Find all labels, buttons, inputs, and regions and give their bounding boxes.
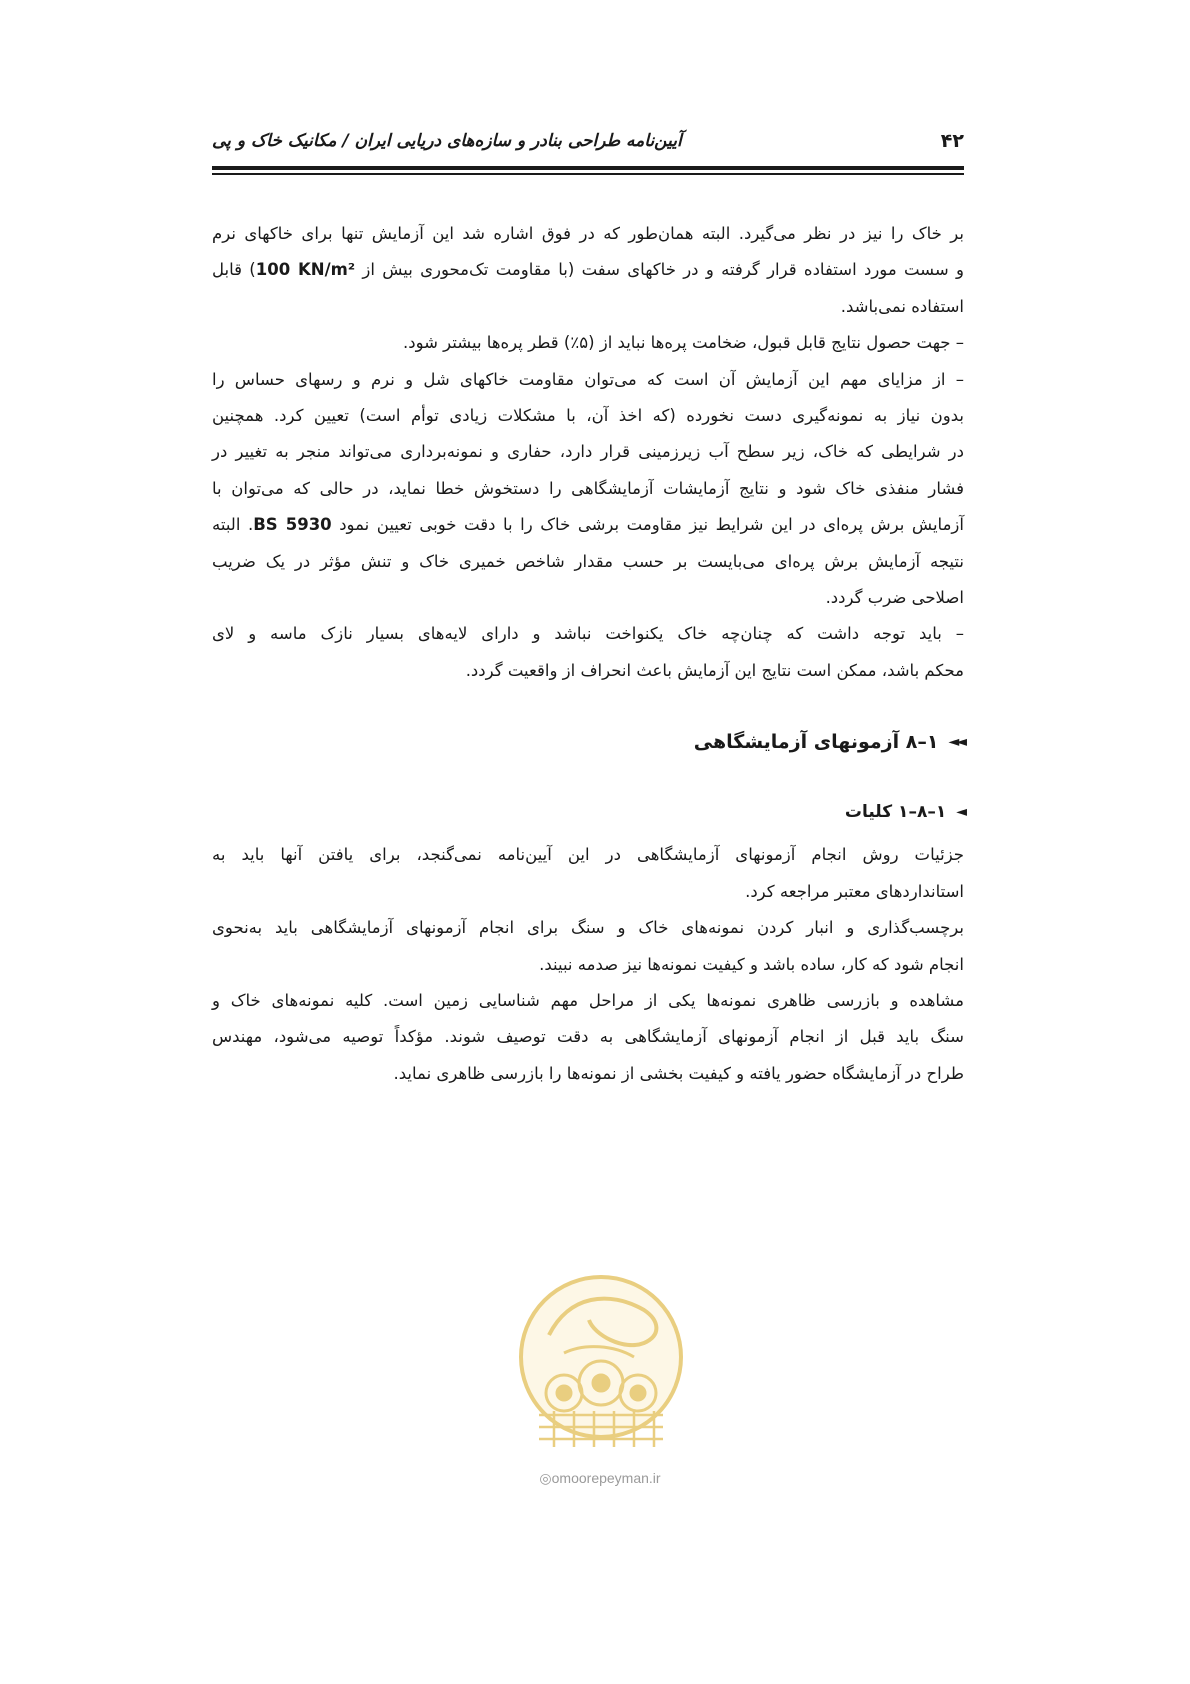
paragraph-line: انجام شود که کار، ساده باشد و کیفیت نمونه‌ها نیز صدمه نبیند. xyxy=(539,954,964,974)
header-rule-thick xyxy=(212,166,964,170)
paragraph-line: بر خاک را نیز در نظر می‌گیرد. البته همان‌طور که در فوق اشاره شد این آزمایش تنها برای خاکهای نرم xyxy=(212,224,964,243)
unit-value: 100 KN/m² xyxy=(255,260,356,280)
paragraph-line: در شرایطی که خاک، زیر سطح آب زیرزمینی قرار دارد، حفاری و نمونه‌برداری می‌تواند منجر به تغییر در xyxy=(212,442,964,462)
paragraph-line: مشاهده و بازرسی ظاهری نمونه‌ها یکی از مراحل مهم شناسایی زمین است. کلیه نمونه‌های خاک و xyxy=(212,990,964,1010)
body-text xyxy=(212,216,964,1092)
paragraph-line: فشار منفذی خاک شود و نتایج آزمایشات آزمایشگاهی را دستخوش خطا نماید، در حالی که می‌توان با xyxy=(212,478,964,498)
bullet-item: – جهت حصول نتایج قابل قبول، ضخامت پره‌ها نباید از (۵٪) قطر پره‌ها بیشتر شود. xyxy=(403,333,964,353)
text-run: و سست مورد استفاده قرار گرفته و در خاکهای سفت (با مقاومت تک‌محوری بیش از xyxy=(355,260,964,280)
watermark-url xyxy=(490,1470,710,1487)
section-heading xyxy=(212,727,964,757)
running-title: آیین‌نامه طراحی بنادر و سازه‌های دریایی ایران / مکانیک خاک و پی xyxy=(212,131,682,151)
text-run: آزمایش برش پره‌ای در این شرایط نیز مقاومت برشی خاک را با دقت خوبی تعیین نمود xyxy=(331,515,964,535)
subsection-heading xyxy=(212,797,964,827)
arrow-icon: ◄ xyxy=(956,804,964,821)
paragraph-line: جزئیات روش انجام آزمونهای آزمایشگاهی در این آیین‌نامه نمی‌گنجد، برای یافتن آنها باید به xyxy=(212,845,964,865)
page-number: ۴۲ xyxy=(940,130,964,152)
double-arrow-icon: ◄◄ xyxy=(948,734,964,751)
section-heading-text: ۱–۸ آزمونهای آزمایشگاهی xyxy=(693,731,939,754)
paragraph-line: اصلاحی ضرب گردد. xyxy=(825,588,964,608)
watermark-logo xyxy=(494,1265,708,1461)
paragraph-line: نتیجه آزمایش برش پره‌ای می‌بایست بر حسب مقدار شاخص خمیری خاک و تنش مؤثر در یک ضریب xyxy=(212,551,964,571)
globe-icon: ◎ xyxy=(539,1470,552,1486)
header-rule-thin xyxy=(212,173,964,175)
text-run: ) قابل xyxy=(212,260,256,280)
subsection-heading-text: ۱–۸–۱ کلیات xyxy=(844,802,947,823)
bullet-item-line: – باید توجه داشت که چنان‌چه خاک یکنواخت نباشد و دارای لایه‌های بسیار نازک ماسه و لای xyxy=(212,624,964,644)
paragraph-line: برچسب‌گذاری و انبار کردن نمونه‌های خاک و سنگ برای انجام آزمونهای آزمایشگاهی باید به‌نحوی xyxy=(212,918,964,938)
running-header xyxy=(212,128,964,154)
paragraph-line xyxy=(212,252,964,288)
text-run: . البته xyxy=(212,515,254,535)
paragraph-line: سنگ باید قبل از انجام آزمونهای آزمایشگاهی به دقت توصیف شوند. مؤکداً توصیه می‌شود، مهندس xyxy=(212,1027,964,1047)
paragraph-line: طراح در آزمایشگاه حضور یافته و کیفیت بخشی از نمونه‌ها را بازرسی ظاهری نماید. xyxy=(393,1063,964,1083)
paragraph-line: محکم باشد، ممکن است نتایج این آزمایش باعث انحراف از واقعیت گردد. xyxy=(465,660,964,680)
paragraph-line: بدون نیاز به نمونه‌گیری دست نخورده (که اخذ آن، با مشکلات زیادی توأم است) تعیین کرد. همچنین xyxy=(212,406,964,426)
bullet-item-line: – از مزایای مهم این آزمایش آن است که می‌توان مقاومت خاکهای شل و نرم و رسهای حساس را xyxy=(212,369,964,389)
watermark-url-text: omoorepeyman.ir xyxy=(551,1470,661,1486)
paragraph-line: استفاده نمی‌باشد. xyxy=(840,296,964,316)
standard-reference: BS 5930 xyxy=(253,515,332,535)
paragraph-line: استانداردهای معتبر مراجعه کرد. xyxy=(745,881,964,901)
paragraph-line xyxy=(212,507,964,543)
